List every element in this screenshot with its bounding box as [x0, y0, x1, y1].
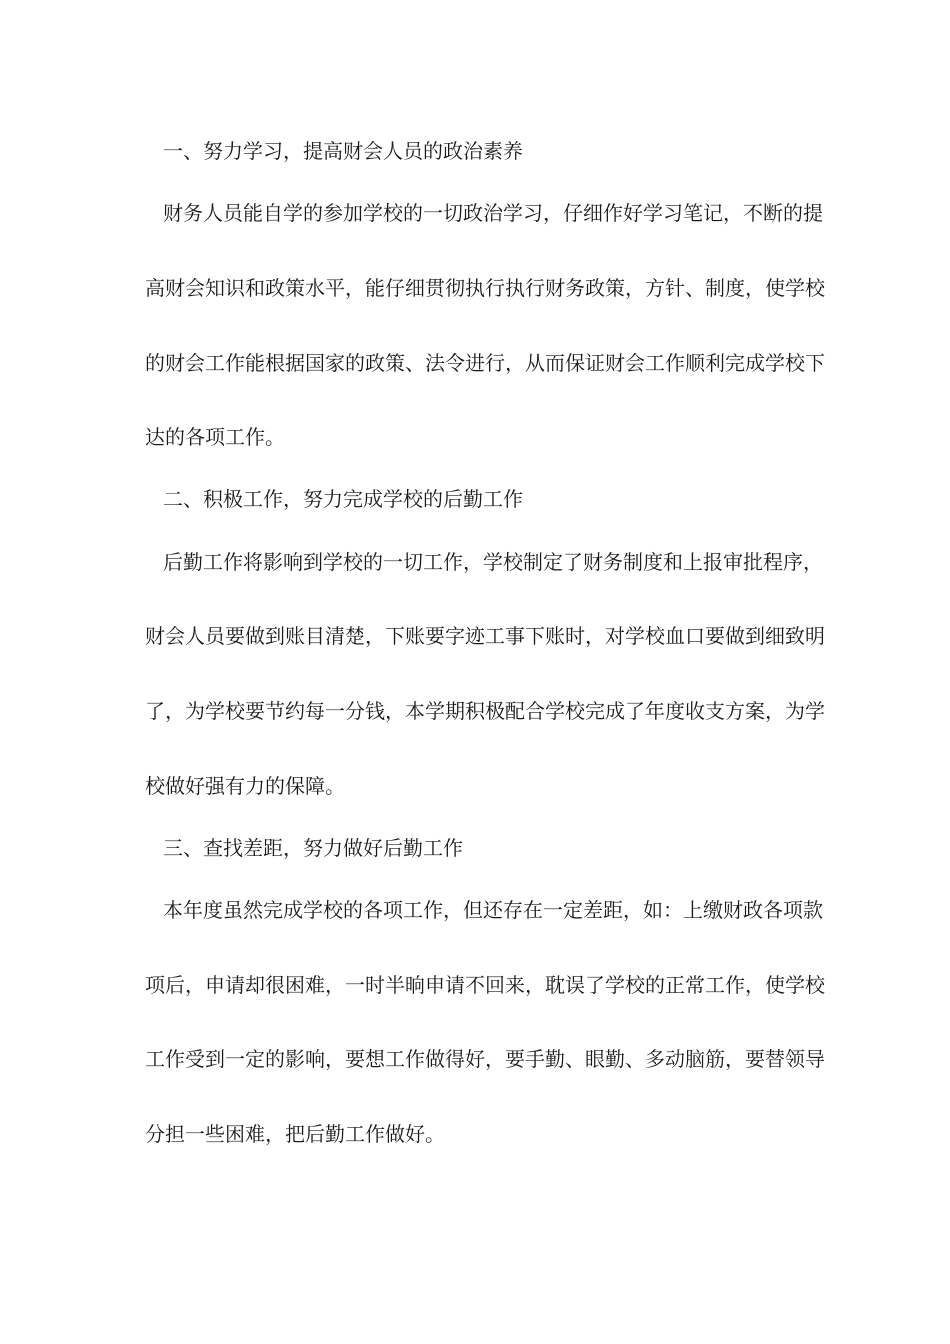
paragraph-line: 达的各项工作。 [145, 425, 285, 449]
paragraph-line: 了，为学校要节约每一分钱，本学期积极配合学校完成了年度收支方案，为学 [145, 699, 825, 723]
paragraph-line: 本年度虽然完成学校的各项工作，但还存在一定差距，如：上缴财政各项款 [163, 898, 823, 922]
section-heading-1: 一、努力学习，提高财会人员的政治素养 [163, 139, 523, 163]
paragraph-line: 分担一些困难，把后勤工作做好。 [145, 1122, 445, 1146]
section-heading-3: 三、查找差距，努力做好后勤工作 [163, 836, 463, 860]
paragraph-line: 的财会工作能根据国家的政策、法令进行，从而保证财会工作顺利完成学校下 [145, 351, 825, 375]
paragraph-line: 财会人员要做到账目清楚，下账要字迹工事下账时，对学校血口要做到细致明 [145, 624, 825, 648]
paragraph-line: 财务人员能自学的参加学校的一切政治学习，仔细作好学习笔记，不断的提 [163, 201, 823, 225]
paragraph-line: 工作受到一定的影响，要想工作做得好，要手勤、眼勤、多动脑筋，要替领导 [145, 1047, 825, 1071]
paragraph-line: 校做好强有力的保障。 [145, 774, 345, 798]
paragraph-line: 后勤工作将影响到学校的一切工作，学校制定了财务制度和上报审批程序， [163, 550, 823, 574]
paragraph-line: 高财会知识和政策水平，能仔细贯彻执行执行财务政策，方针、制度，使学校 [145, 276, 825, 300]
paragraph-line: 项后，申请却很困难，一时半晌申请不回来，耽误了学校的正常工作，使学校 [145, 973, 825, 997]
section-heading-2: 二、积极工作，努力完成学校的后勤工作 [163, 487, 523, 511]
